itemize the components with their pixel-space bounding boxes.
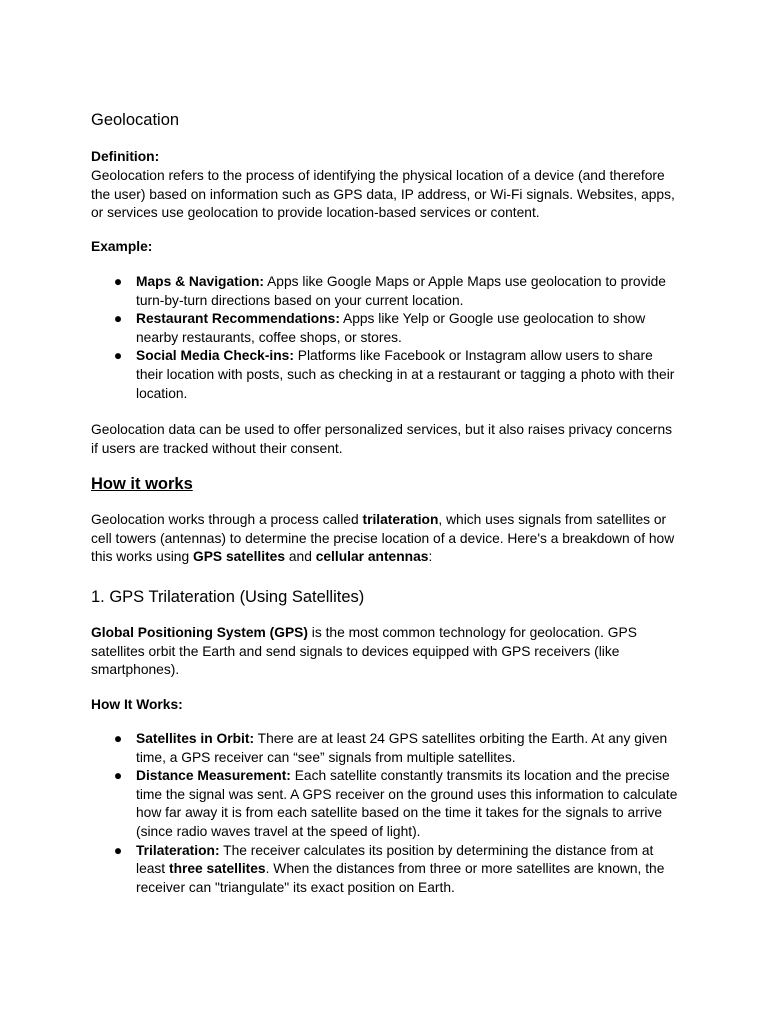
doc-title: Geolocation bbox=[91, 111, 180, 129]
text-run: Geolocation works through a process called bbox=[91, 512, 363, 527]
list-item-bold: Maps & Navigation: bbox=[136, 274, 265, 289]
list-item-text: Platforms like Facebook or Instagram allow users to share their location with posts, such as checking in at a restaurant or tagging a photo with their location. bbox=[136, 348, 675, 401]
bold-run: GPS satellites bbox=[192, 549, 286, 565]
bold-run: trilateration bbox=[362, 512, 439, 527]
list-item-bold: Trilateration: bbox=[136, 842, 220, 858]
bullet-icon: ● bbox=[113, 731, 123, 746]
definition-label bbox=[91, 148, 681, 167]
text-run: : bbox=[428, 549, 433, 565]
list-item-bold: Satellites in Orbit: bbox=[136, 731, 255, 746]
list-item-text: Apps like Yelp or Google use geolocation to show nearby restaurants, coffee shops, or stores. bbox=[136, 311, 646, 345]
bold-run: cellular antennas bbox=[315, 549, 429, 565]
examples-list bbox=[91, 273, 681, 403]
text-run: and bbox=[285, 549, 316, 565]
list-item-text: Apps like Google Maps or Apple Maps use geolocation to provide turn-by-turn directions based on your current location. bbox=[136, 274, 666, 308]
example-label-text: Example: bbox=[91, 239, 153, 254]
definition-paragraph: Geolocation refers to the process of identifying the physical location of a device (and therefore the user) based on information such as GPS data, IP address, or Wi-Fi signals. Websites, apps, or services use geolocation to provide location-based services or content. bbox=[91, 168, 675, 221]
how-intro-paragraph bbox=[91, 511, 681, 567]
list-item bbox=[91, 842, 681, 898]
example-label bbox=[91, 238, 681, 257]
definition-label-text: Definition: bbox=[91, 149, 160, 164]
text-run: , which uses signals from satellites or cell towers (antennas) to determine the precise location of a device. Here's a breakdown of how this works using bbox=[91, 512, 675, 565]
bullet-icon: ● bbox=[113, 768, 123, 784]
list-item bbox=[91, 347, 681, 403]
bullet-icon: ● bbox=[113, 311, 123, 327]
how-it-works-label bbox=[91, 696, 681, 715]
list-item-bold: three satellites bbox=[168, 861, 266, 877]
bullet-icon: ● bbox=[113, 348, 123, 364]
list-item-text: The receiver calculates its position by determining the distance from at least bbox=[136, 842, 654, 877]
list-item-bold: Social Media Check-ins: bbox=[136, 348, 294, 364]
list-item bbox=[91, 310, 681, 347]
bullet-icon: ● bbox=[113, 842, 123, 858]
text-run: is the most common technology for geolocation. GPS satellites orbit the Earth and send signals to devices equipped with GPS receivers (like smartphones). bbox=[91, 625, 637, 678]
list-item-bold: Restaurant Recommendations: bbox=[136, 311, 340, 327]
list-item-bold: Distance Measurement: bbox=[136, 768, 291, 784]
bullet-icon: ● bbox=[113, 274, 123, 289]
how-it-works-label-text: How It Works: bbox=[91, 697, 183, 712]
list-item-text: Each satellite constantly transmits its location and the precise time the signal was sent. A GPS receiver on the ground uses this information to calculate how far away it is from each satellite based on the time it takes for the signals to arrive (since radio waves travel at the speed of light). bbox=[136, 768, 678, 839]
gps-steps-list bbox=[91, 730, 681, 897]
bold-run: Global Positioning System (GPS) bbox=[91, 625, 308, 640]
list-item-text: . When the distances from three or more satellites are known, the receiver can "triangulate" its exact position on Earth. bbox=[136, 861, 665, 895]
list-item bbox=[91, 273, 681, 310]
list-item bbox=[91, 767, 681, 841]
privacy-paragraph: Geolocation data can be used to offer personalized services, but it also raises privacy concerns if users are tracked without their consent. bbox=[91, 422, 673, 456]
gps-heading: 1. GPS Trilateration (Using Satellites) bbox=[91, 588, 365, 606]
list-item bbox=[91, 730, 681, 767]
how-it-works-heading: How it works bbox=[91, 475, 193, 493]
gps-intro-paragraph bbox=[91, 624, 681, 680]
list-item-text: There are at least 24 GPS satellites orbiting the Earth. At any given time, a GPS receiver can “see” signals from multiple satellites. bbox=[136, 731, 668, 765]
